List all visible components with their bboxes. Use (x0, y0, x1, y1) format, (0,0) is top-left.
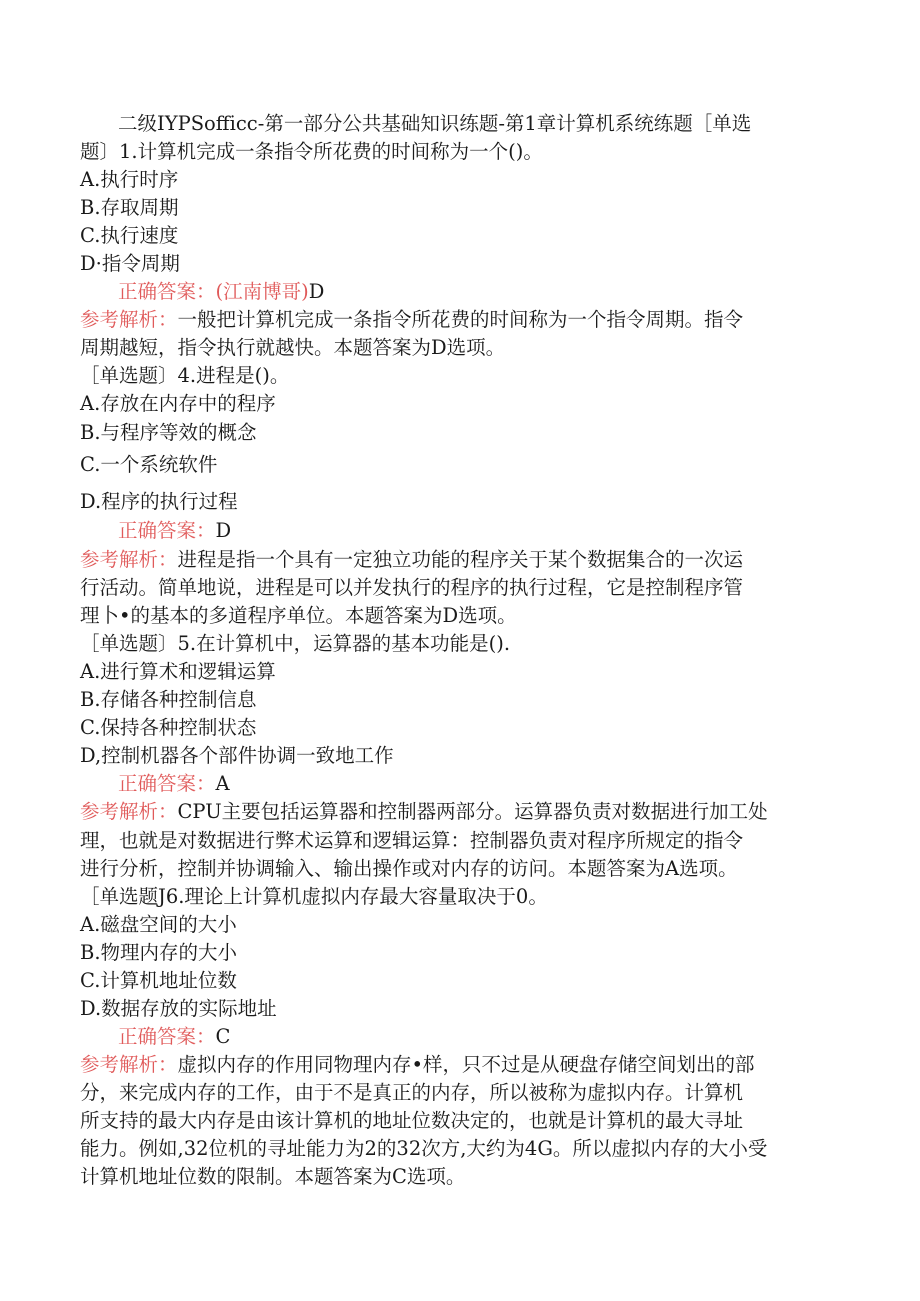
q5-analysis-line-2: 理，也就是对数据进行弊术运算和逻辑运算：控制器负责对程序所规定的指令 (80, 829, 744, 852)
analysis-label: 参考解析： (80, 1053, 178, 1076)
q4-option-a: A.存放在内存中的程序 (80, 392, 276, 415)
q6-option-c: C.计算机地址位数 (80, 969, 237, 992)
q4-answer-line (118, 517, 231, 545)
answer-value: D (308, 280, 325, 303)
answer-label: 正确答案： (118, 519, 216, 542)
q6-analysis-line-4: 能力。例如,32位机的寻址能力为2的32次方,大约为4G。所以虚拟内存的大小受 (80, 1137, 768, 1160)
analysis-text: 虚拟内存的作用同物理内存•样，只不过是从硬盘存储空间划出的部 (177, 1053, 755, 1076)
q6-analysis-line-2: 分，来完成内存的工作，由于不是真正的内存，所以被称为虚拟内存。计算机 (80, 1081, 744, 1104)
q4-analysis-line-2: 行活动。简单地说，进程是可以并发执行的程序的执行过程，它是控制程序管 (80, 576, 744, 599)
q4-option-d: D.程序的执行过程 (80, 490, 238, 513)
doc-title-line-2: 题〕1.计算机完成一条指令所花费的时间称为一个()。 (80, 140, 543, 163)
q5-option-a: A.进行算术和逻辑运算 (80, 660, 276, 683)
q5-analysis-line-1 (80, 798, 768, 826)
analysis-text: CPU主要包括运算器和控制器两部分。运算器负责对数据进行加工处 (177, 800, 768, 823)
q6-option-d: D.数据存放的实际地址 (80, 997, 277, 1020)
q6-option-a: A.磁盘空间的大小 (80, 913, 237, 936)
q6-analysis-line-1 (80, 1051, 755, 1079)
answer-value: D (215, 519, 232, 542)
analysis-text: 进程是指一个具有一定独立功能的程序关于某个数据集合的一次运 (177, 548, 744, 571)
answer-label: 正确答案： (118, 280, 216, 303)
answer-note: (江南博哥) (215, 280, 309, 303)
answer-value: C (215, 1025, 231, 1048)
doc-title-line-1: 二级IYPSofficc-第一部分公共基础知识练题-第1章计算机系统练题［单选 (118, 112, 752, 135)
q4-option-c: C.一个系统软件 (80, 453, 218, 476)
q1-option-b: B.存取周期 (80, 196, 179, 219)
q1-option-c: C.执行速度 (80, 224, 179, 247)
q6-analysis-line-5: 计算机地址位数的限制。本题答案为C选项。 (80, 1165, 466, 1188)
q1-analysis-line-1 (80, 306, 743, 334)
q5-answer-line (118, 770, 230, 798)
answer-label: 正确答案： (118, 1025, 216, 1048)
q5-option-c: C.保持各种控制状态 (80, 716, 257, 739)
analysis-label: 参考解析： (80, 308, 178, 331)
q4-analysis-line-3: 理卜•的基本的多道程序单位。本题答案为D选项。 (80, 604, 517, 627)
q1-option-d: D·指令周期 (80, 252, 180, 275)
q5-stem: ［单选题〕5.在计算机中，运算器的基本功能是(). (80, 632, 511, 655)
q6-analysis-line-3: 所支持的最大内存是由该计算机的地址位数决定的，也就是计算机的最大寻址 (80, 1109, 744, 1132)
q5-option-d: D,控制机器各个部件协调一致地工作 (80, 744, 394, 767)
analysis-text: 一般把计算机完成一条指令所花费的时间称为一个指令周期。指令 (177, 308, 744, 331)
q1-option-a: A.执行时序 (80, 168, 179, 191)
q5-option-b: B.存储各种控制信息 (80, 688, 257, 711)
q4-stem: ［单选题〕4.进程是()。 (80, 364, 290, 387)
q1-answer-line (118, 278, 324, 306)
q6-stem: ［单选题J6.理论上计算机虚拟内存最大容量取决于0。 (80, 885, 548, 908)
q6-answer-line (118, 1023, 230, 1051)
q5-analysis-line-3: 进行分析，控制并协调输入、输出操作或对内存的访问。本题答案为A选项。 (80, 857, 738, 880)
q1-analysis-line-2: 周期越短，指令执行就越快。本题答案为D选项。 (80, 336, 506, 359)
answer-label: 正确答案： (118, 772, 216, 795)
analysis-label: 参考解析： (80, 800, 178, 823)
q4-option-b: B.与程序等效的概念 (80, 421, 257, 444)
q4-analysis-line-1 (80, 546, 743, 574)
analysis-label: 参考解析： (80, 548, 178, 571)
answer-value: A (215, 772, 230, 795)
q6-option-b: B.物理内存的大小 (80, 941, 238, 964)
